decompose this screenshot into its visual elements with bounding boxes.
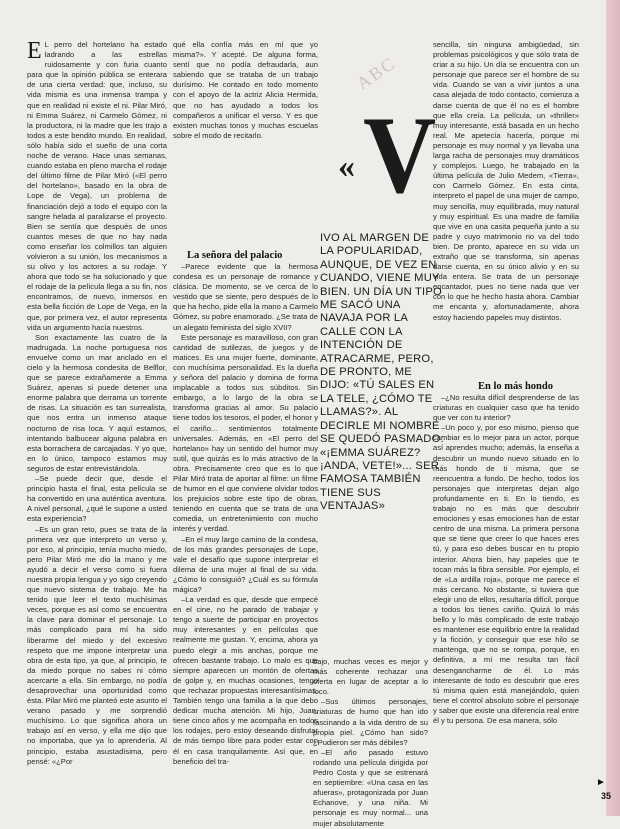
column-middle-bottom xyxy=(313,657,428,828)
column-3-bottom xyxy=(433,393,579,793)
paragraph: qué ella confía más en mí que yo misma?». Y acepté. De alguna forma, sentí que no podía defraudarla, aun sabiendo que se trataba de un trabajo durísimo. He contado en todo momento con el apoyo de la actriz Alicia Hermida, que no has ayudado a todos los compañeros a unificar el verso. Y es que existen muchas tonos y muchas escuelas sobre el modo de recitarlo. xyxy=(173,40,318,140)
pull-quote-guillemet: « xyxy=(338,148,355,185)
paragraph: Son exactamente las cuatro de la madrugada. La noche portuguesa nos envuelve como un mar anclado en el cielo y la hermosa condesita de Belflor, que se parece extrañamente a Emma Suárez, apenas si puede detener una enorme palabra que derrama un torrente de risas. La situación es tan surrealista, que nos entra un inmenso ataque nocturno de risa loca. Y aquí estamos, intentando balbucear alguna palabra en esta borrachera de carcajadas. Y yo que, en lo único, tampoco estamos muy seguros de estar entrevistándola. xyxy=(27,332,167,473)
paragraph: E L perro del hortelano ha estado ladrando a las estrellas ruidosamente y con furia cuanto para que la opinión pública se enterara de una cierta verdad: que, incluso, su vida misma es una inmensa trampa y que en realidad ni existe el ni. Pilar Miró, ni Emma Suárez, ni Carmelo Gómez, ni la productora, ni la madre que les trajo a todos a este bendito mundo. En realidad, sólo había sido el sueño de una corta noche de verano. Hace unas semanas, cuando estaba en pleno marcha el rodaje del último filme de Pilar Miró («El perro del hortelano», basado en la obra de Lope de Vega), un problema de financiación dejó a todo el equipo con la sangre helada al paralizarse el proyecto. Bien se sentía que después de unos cuantos meses de que no hay nada como enseñar los colmillos tan alguien volvieron a su unión, los mecanismos a su olivo y los actores a su rodaje. Y ahora que todo se ha solucionado y que el rodaje de la película llega a su fin, nos encontramos, de nuevo, inmersos en esta bella ficción de Lope de Vega, en la que, por primera vez, el autor representa vida un argumento hacía nuestros. xyxy=(27,38,167,332)
paragraph: bajo, muchas veces es mejor y más coherente rechazar una oferta en lugar de aceptar a lo loco. xyxy=(313,657,428,697)
paragraph: –Parece evidente que la hermosa condesa es un personaje de romance y clásica. De momento, se ve cerca de lo vestido que se siente, pero después de lo que ha hecho, pide ella la mano a Carmelo Gómez, su pobre enamorado. ¿Se trata de un alegato feminista del siglo XVII? xyxy=(173,262,318,332)
paragraph: –Se puede decir que, desde el principio hasta el final, esta película se ha convertido en una auténtica aventura. A nivel personal, ¿qué le supone a usted esta experiencia? xyxy=(27,474,167,524)
column-3-top xyxy=(433,40,579,380)
page-number: 35 xyxy=(601,791,612,801)
paragraph: Este personaje es maravilloso, con gran cantidad de sutilezas, de juegos y de matices. Es una mujer fuerte, dominante, con muchísima personalidad. Es la dueña y señora del palacio y domina de forma implacable a todos sus súbditos. Sin embargo, a lo largo de la obra se transforma gracias al amor. Su palacio tiene todos los tesoros, el poder, el honor y el cariño... sentimientos totalmente universales. Además, en «El perro del hortelano» hay un sentido del humor muy sutil, que quizás es lo más atractivo de la obra. Precisamente creo que es lo que Pilar Miró trata de aportar al filme: un filme de humor en el que conviene olvidar todos los prejuicios sobre este tipo de obras, teniendo en cuenta que se trata de una comedia, un entretenimiento con mucho interés y verdad. xyxy=(173,332,318,534)
watermark: ABC xyxy=(352,52,400,94)
drop-cap: E xyxy=(27,38,42,64)
column-1 xyxy=(27,40,167,802)
paragraph: –Es un gran reto, pues se trata de la primera vez que interpreto un verso y, por eso, al principio, tenía mucho miedo, pero Pilar Miró me dio la mano y me ayudó a decir el verso como si fuera nuestra propia lengua y yo sigo creyendo que nuevo sistema de trabajo. Me ha tenido que leer el texto muchísimas veces, porque es así como se encuentra la clave para dominar el personaje. Lo más complicado para mí ha sido liberarme del miedo y del excesivo respeto que me impone interpretar una obra de esta tipo, ya que, al principio, te da miedo porque no sabes ni cómo acercarte a ella. Sin embargo, no podía desaprovechar una oportunidad como ésta. Pilar Miró me planteó este asunto el verano pasado y me sorprendió muchísimo. Lo que significa ahora un trabajo así en verso, y ella me dijo que no importaba, que ya lo aprendería. Al principio, estaba asustadísima, pero pensé: «¿Por xyxy=(27,524,167,766)
paragraph: sencilla, sin ninguna ambigüedad, sin problemas psicológicos y que sólo trata de criar a su hijo. Un día se encuentra con un personaje que parece ser el hombre de su vida. Cuando se van a vivir juntos a una casa alejada de todo contacto, comienza a darse cuenta de que él no es el hombre que ella creía. La película, un «thriller» muy interesante, está basada en un hecho real. Me apetecía hacerla, porque mi personaje es muy normal y ya llevaba una larga racha de personajes muy dramáticos y complejos. Luego, he trabajado en la última película de Julio Medem, «Tierra», con Carmelo Gómez. En esta cinta, interpreto el papel de una mujer de campo, muy sencilla, muy equilibrada, muy natural y muy espiritual. Es una madre de familia que vive en una casita pequeña junto a su padre y cuyo matrimonio no va del todo bien. De pronto, aparece en su vida un extraño que se transforma, sin apenas darse cuenta, en su único alivio y en su vida entera. Se trata de un personaje encantador, pues no tiene nada que ver con lo que he hecho hasta ahora. Cambiar me encanta y, afortunadamente, ahora estoy haciendo papeles muy distintos. xyxy=(433,40,579,322)
paragraph: –¿No resulta difícil desprenderse de las criaturas en cualquier caso que ha tenido que ver con tu interior? xyxy=(433,393,579,423)
paragraph: –Un poco y, por eso mismo, pienso que cambiar es lo mejor para un actor, porque así aprendes mucho; además, la enseña a descubrir un mundo nuevo situado en lo más hondo de ti misma, que se reencuentra a fondo. De hecho, todos los personajes que interpretas dejan algo profundamente en ti. En lo tiendo, es trabajo no es más que descubrir emociones y esas emociones han de estar centro de una misma. La primera persona que se tiene que creer lo que haces eres tú, y para eso debes buscar en tu propio interior. Ahora bien, hay papeles que te tocan más la fibra sensible. Por ejemplo, el de «La ardilla roja», porque me parece el más cercano. No obstante, si tuviera que elegir uno de ellos, resultaría difícil, porque a todos los tienes cariño. Quizá lo más bello y lo más complicado de este trabajo es mantener ese equilibrio entre la realidad y la ficción, y conseguir que ese hilo se mantenga, que no se rompa, porque, en definitiva, a mí me resulta tan fácil desengancharme de él. Lo más interesante de todo es descubrir que eres tú misma quien está manejándolo, quien tiene el control absoluto sobre el personaje y saber que existe una diferencia real entre él y tu persona. De esa manera, sólo xyxy=(433,423,579,725)
column-2-bottom xyxy=(173,262,318,800)
continue-arrow-icon: ► xyxy=(596,777,606,788)
paragraph: –Sus últimos personajes, criaturas de humo que han ido fascinando a la vida dentro de su propia piel. ¿Cómo han sido? ¿Pudieron ser más débiles? xyxy=(313,697,428,747)
subheading: En lo más hondo xyxy=(478,381,553,392)
paragraph: –En el muy largo camino de la condesa, de los más grandes personajes de Lope, vale el desafío que supone interpretar el dilema de una mujer al final de su vida. ¿Cómo lo consiguió? ¿Cuál es su fórmula mágica? xyxy=(173,534,318,594)
pull-quote-initial: V xyxy=(363,94,437,216)
paragraph: –La verdad es que, desde que empecé en el cine, no he parado de trabajar y tengo a suerte de participar en proyectos muy interesantes y en películas que realmente me gustan. Y, encima, ahora ya puedo elegir a mis anchas, porque me ofrecen bastante trabajo. Lo malo es que siempre aparecen un montón de ofertas de golpe y, en muchas ocasiones, tengo que rechazar propuestas interesantísimas. También tengo una familia a la que debo dedicar mucha atención. Mi hijo, Juan, tiene cinco años y me acompaña en todos los rodajes, pero estoy deseando disfrutar de más tiempo libre para poder estar con él en casa tranquilamente. Así que, en beneficio del tra- xyxy=(173,595,318,766)
column-2-top xyxy=(173,40,318,250)
subheading: La señora del palacio xyxy=(187,250,283,261)
paragraph: –El año pasado estuvo rodando una película dirigida por Pedro Costa y que se estrenará en septiembre: «Una casa en las afueras», protagonizada por Juan Echanove, y una niña. Mi personaje es muy normal... una mujer absolutamente xyxy=(313,747,428,828)
pull-quote: IVO AL MARGEN DE LA POPULARIDAD, AUNQUE, DE VEZ EN CUANDO, VIENE MUY BIEN. UN DÍA UN TIPO ME SACÓ UNA NAVAJA POR LA CALLE CON LA INTENCIÓN DE ATRACARME, PERO, DE PRONTO, ME DIJO: «TÚ SALES EN LA TELE, ¿CÓMO TE LLAMAS?». AL DECIRLE MI NOMBRE SE QUEDÓ PASMADO: «¡EMMA SUÁREZ? ¡ANDA, VETE!»... SER FAMOSA TAMBIÉN TIENE SUS VENTAJAS» xyxy=(320,232,444,513)
edge-stripe xyxy=(606,0,620,816)
